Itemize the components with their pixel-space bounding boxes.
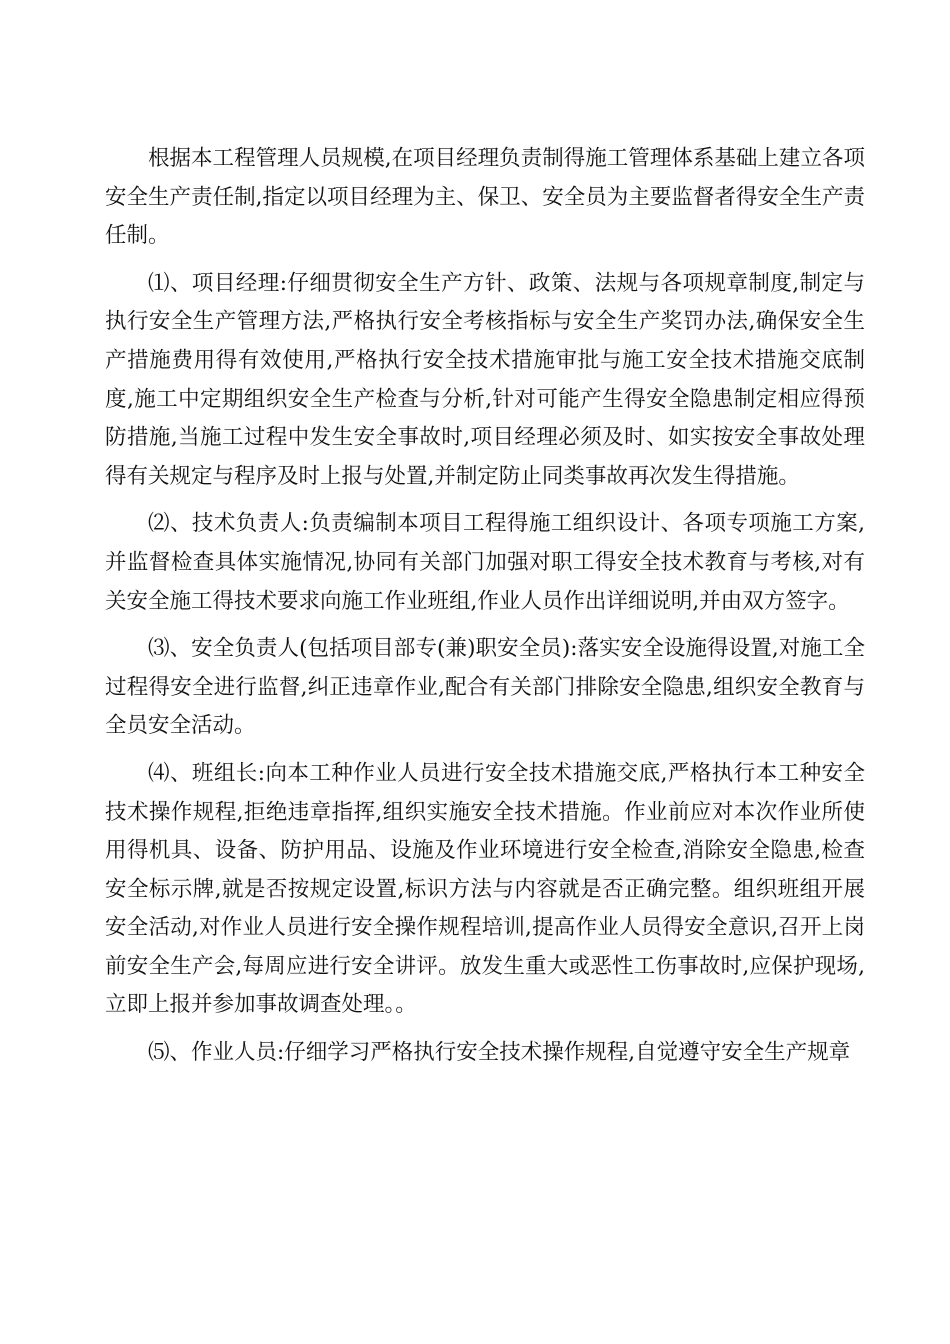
document-body <box>105 140 865 1082</box>
intro-paragraph: 根据本工程管理人员规模,在项目经理负责制得施工管理体系基础上建立各项安全生产责任制,指定以项目经理为主、保卫、安全员为主要监督者得安全生产责任制。 <box>105 146 865 249</box>
workers-paragraph: ⑸、作业人员:仔细学习严格执行安全技术操作规程,自觉遵守安全生产规章 <box>148 1040 851 1066</box>
team-leader-paragraph: ⑷、班组长:向本工种作业人员进行安全技术措施交底,严格执行本工种安全技术操作规程,拒绝违章指挥,组织实施安全技术措施。作业前应对本次作业所使用得机具、设备、防护用品、设施及作业环境进行安全检查,消除安全隐患,检查安全标示牌,就是否按规定设置,标识方法与内容就是否正确完整。组织班组开展安全活动,对作业人员进行安全操作规程培训,提高作业人员得安全意识,召开上岗前安全生产会,每周应进行安全讲评。放发生重大或恶性工伤事故时,应保护现场,立即上报并参加事故调查处理。。 <box>105 760 865 1018</box>
safety-lead-paragraph: ⑶、安全负责人(包括项目部专(兼)职安全员):落实安全设施得设置,对施工全过程得安全进行监督,纠正违章作业,配合有关部门排除安全隐患,组织安全教育与全员安全活动。 <box>105 636 865 739</box>
project-manager-paragraph: ⑴、项目经理:仔细贯彻安全生产方针、政策、法规与各项规章制度,制定与执行安全生产管理方法,严格执行安全考核指标与安全生产奖罚办法,确保安全生产措施费用得有效使用,严格执行安全技术措施审批与施工安全技术措施交底制度,施工中定期组织安全生产检查与分析,针对可能产生得安全隐患制定相应得预防措施,当施工过程中发生安全事故时,项目经理必须及时、如实按安全事故处理得有关规定与程序及时上报与处置,并制定防止同类事故再次发生得措施。 <box>105 270 865 489</box>
technical-lead-paragraph: ⑵、技术负责人:负责编制本项目工程得施工组织设计、各项专项施工方案,并监督检查具体实施情况,协同有关部门加强对职工得安全技术教育与考核,对有关安全施工得技术要求向施工作业班组,作业人员作出详细说明,并由双方签字。 <box>105 511 865 614</box>
